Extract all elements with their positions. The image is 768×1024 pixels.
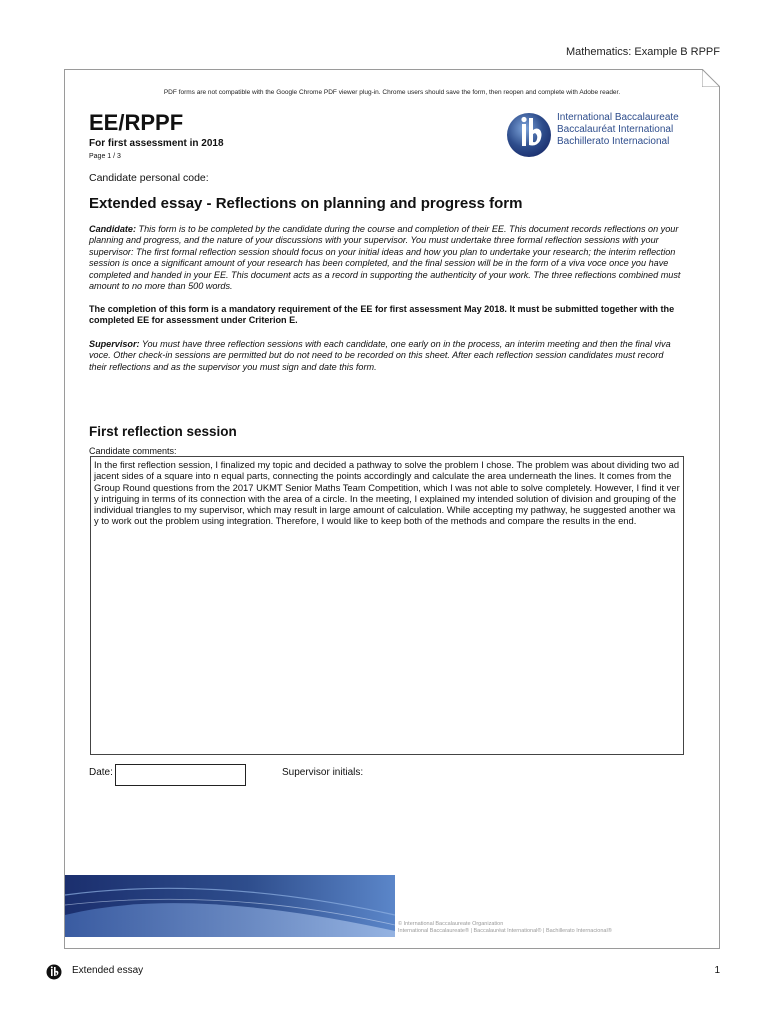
page-fold-corner xyxy=(702,69,720,87)
first-reflection-heading: First reflection session xyxy=(89,424,237,439)
form-page xyxy=(64,69,720,949)
form-subtitle: For first assessment in 2018 xyxy=(89,138,224,149)
pdf-compatibility-notice: PDF forms are not compatible with the Google Chrome PDF viewer plug-in. Chrome users should save the form, then reopen and complete with Adobe reader. xyxy=(163,89,621,96)
date-label: Date: xyxy=(89,767,113,778)
ib-name-es: Bachillerato Internacional xyxy=(557,136,670,147)
supervisor-initials-label: Supervisor initials: xyxy=(282,767,364,778)
candidate-instructions xyxy=(89,224,681,292)
copyright-notice xyxy=(398,921,612,935)
footer-label: Extended essay xyxy=(72,965,144,976)
ib-name-en: International Baccalaureate xyxy=(557,112,679,123)
ib-footer-icon xyxy=(46,964,62,980)
candidate-comments-label: Candidate comments: xyxy=(89,446,177,456)
ib-organization-names xyxy=(557,112,679,148)
ib-banner-graphic xyxy=(65,875,395,937)
footer-page-number: 1 xyxy=(714,965,720,976)
form-code-title: EE/RPPF xyxy=(89,110,184,135)
date-field[interactable] xyxy=(115,764,246,786)
ib-name-fr: Baccalauréat International xyxy=(557,124,674,135)
running-header: Mathematics: Example B RPPF xyxy=(565,46,720,58)
candidate-comments-field[interactable]: In the first reflection session, I finalized my topic and decided a pathway to solve the problem I chose. The problem was about dividing two adjacent sides of a square into n equal parts, connecting the points accordingly and calculate the area underneath the lines. It comes from the Group Round questions from the 2017 UKMT Senior Maths Team Competition, which I was not able to solve completely. However, I find it very intriguing in terms of its connection with the area of a circle. In the meeting, I explained my intended solution of division and grouping of the individual triangles to my supervisor, which may result in large amount of calculation. While accepting my pathway, he suggested another way to work out the problem using integration. Therefore, I would like to keep both of the methods and compare the results in the end. xyxy=(90,456,684,755)
supervisor-label: Supervisor: xyxy=(89,339,140,349)
supervisor-instructions-text: You must have three reflection sessions with each candidate, one early on in the process, an interim meeting and then the final viva voce. Other check-in sessions are permitted but do not need to be recorded on this sheet. After each reflection session candidates must record their reflections and as the supervisor you must sign and date this form. xyxy=(89,339,671,372)
copyright-line: International Baccalaureate® | Baccalauréat International® | Bachillerato Internacional® xyxy=(398,928,612,934)
candidate-label: Candidate: xyxy=(89,224,136,234)
candidate-personal-code-label: Candidate personal code: xyxy=(89,172,209,184)
copyright-line: © International Baccalaureate Organization xyxy=(398,921,504,927)
form-heading: Extended essay - Reflections on planning and progress form xyxy=(89,195,523,212)
mandatory-requirement-text: The completion of this form is a mandatory requirement of the EE for first assessment May 2018. It must be submitted together with the completed EE for assessment under Criterion E. xyxy=(89,304,675,326)
candidate-instructions-text: This form is to be completed by the candidate during the course and completion of their EE. This document records reflections on your planning and progress, and the nature of your discussions with your supervisor. You must undertake three formal reflection sessions with your supervisor: The first formal reflection session should focus on your initial ideas and how you plan to undertake your research; the interim reflection session is once a significant amount of your research has been completed, and the final session will be in the form of a viva voce once you have completed and handed in your EE. This document acts as a record in supporting the authenticity of your work. The three reflections combined must amount to no more than 500 words. xyxy=(89,224,681,292)
supervisor-instructions xyxy=(89,339,681,373)
page-indicator: Page 1 / 3 xyxy=(89,153,121,160)
